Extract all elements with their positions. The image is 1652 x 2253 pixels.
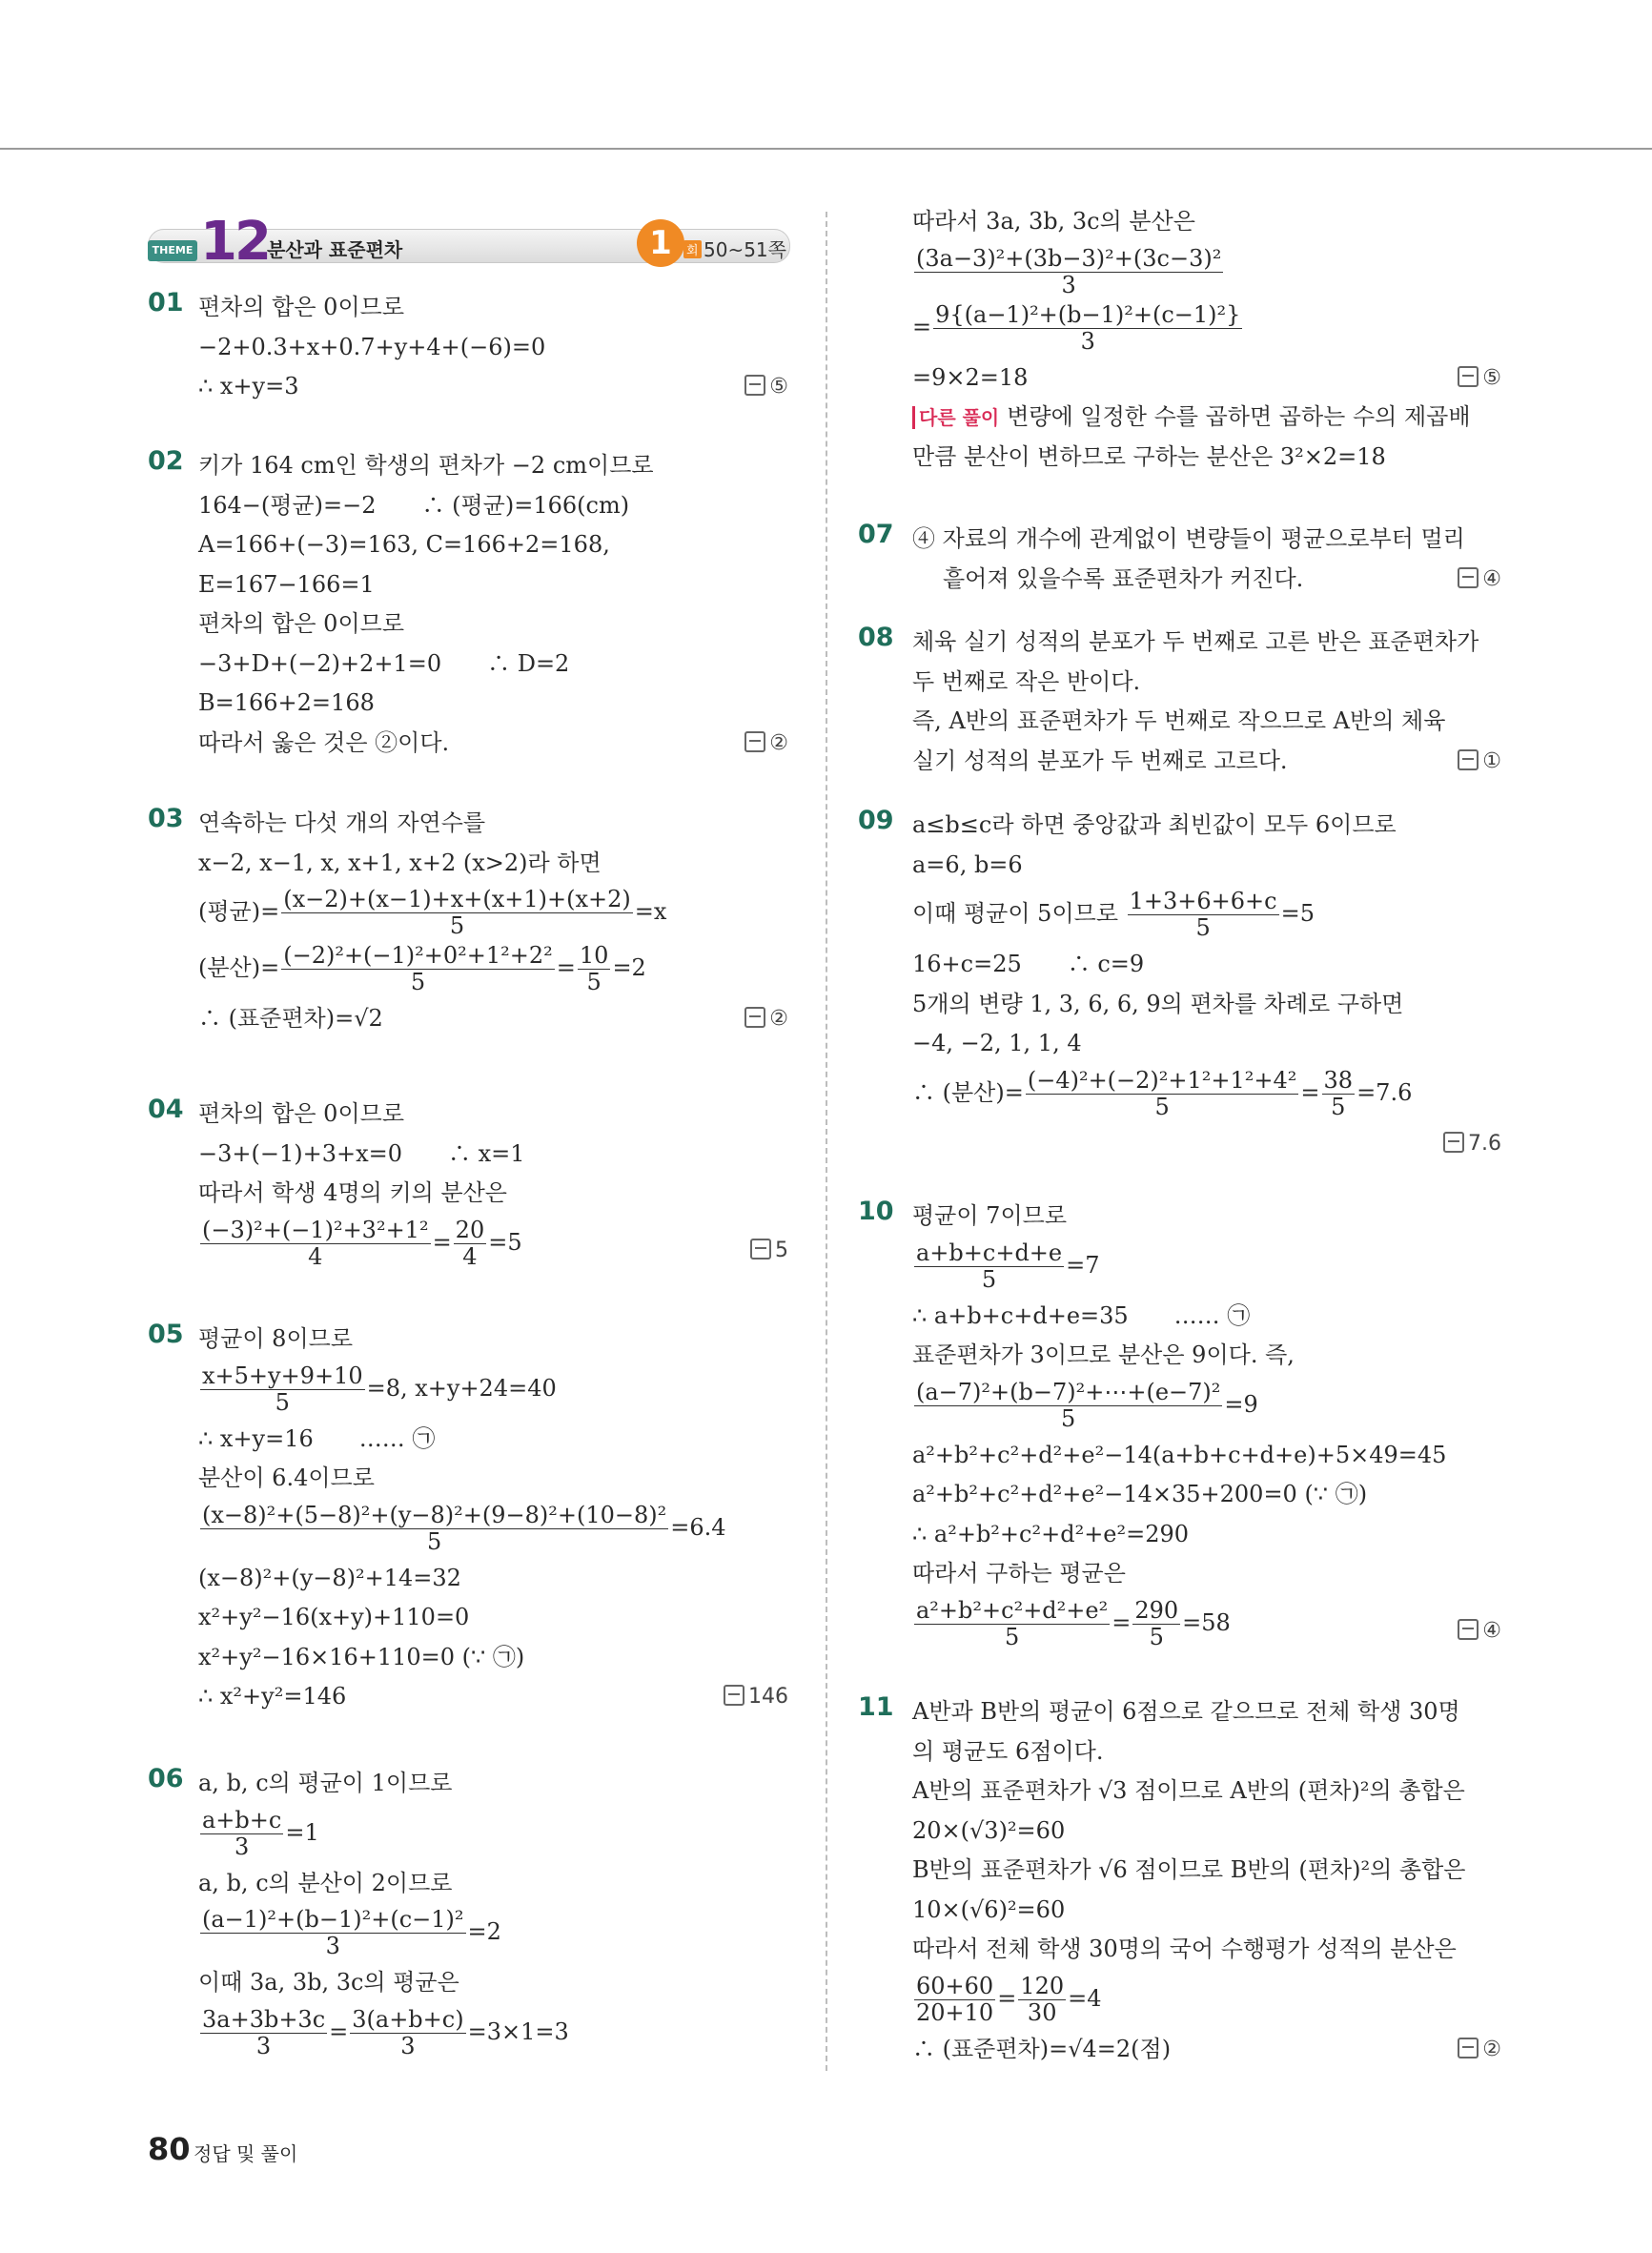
denominator: 3 (1061, 271, 1076, 298)
equation (912, 302, 1501, 355)
text-line: ∴ x+y=3 (198, 373, 299, 399)
answer-mark (744, 999, 788, 1039)
problem-body (198, 446, 788, 763)
text-line: ∴ a+b+c+d+e=35 …… ㉠ (912, 1301, 1251, 1329)
fraction (1128, 889, 1279, 941)
text-line: a, b, c의 평균이 1이므로 (198, 1770, 453, 1796)
answer-icon (1443, 1132, 1464, 1153)
fraction (914, 1380, 1222, 1432)
problem-number: 08 (858, 623, 894, 652)
text-line: a≤b≤c라 하면 중앙값과 최빈값이 모두 6이므로 (912, 811, 1397, 838)
text-line: 편차의 합은 0이므로 (198, 294, 404, 320)
numerator: 3a+3b+3c (202, 2005, 326, 2033)
denominator: 4 (308, 1242, 323, 1270)
fraction (1026, 1068, 1299, 1120)
answer-icon (1458, 366, 1479, 387)
equation-lhs: (평균)= (198, 898, 280, 925)
answer-value: 146 (748, 1685, 788, 1709)
numerator: a+b+c (202, 1806, 282, 1833)
problem-body (912, 1197, 1501, 1654)
text-line: 변량에 일정한 수를 곱하면 곱하는 수의 제곱배 (1007, 403, 1471, 430)
alt-solution-line (912, 398, 1501, 438)
answer-mark (1458, 2030, 1501, 2070)
denominator: 20+10 (916, 1998, 994, 2026)
text-line-with-answer (912, 358, 1501, 399)
text-line: 평균이 7이므로 (912, 1202, 1068, 1229)
text-line: A반의 표준편차가 √3 점이므로 A반의 (편차)²의 총합은 (912, 1777, 1465, 1804)
text-line: 5개의 변량 1, 3, 6, 6, 9의 편차를 차례로 구하면 (912, 990, 1404, 1017)
answer-icon (744, 1007, 765, 1028)
equation-rhs: =9 (1224, 1390, 1258, 1418)
answer-value: ② (769, 1007, 788, 1031)
answer-mark (1458, 560, 1501, 600)
alt-solution-label: 다른 풀이 (912, 406, 999, 429)
fraction (200, 1808, 283, 1860)
equation-rhs: =2 (467, 1918, 501, 1945)
fraction (454, 1218, 487, 1270)
answer-value: ⑤ (769, 375, 788, 399)
text-line-with-answer (912, 2030, 1501, 2070)
text-line: 의 평균도 6점이다. (912, 1737, 1104, 1765)
problem-body (198, 1095, 788, 1274)
numerator: a+b+c+d+e (916, 1239, 1063, 1266)
denominator: 5 (410, 969, 426, 995)
page-number: 80 (148, 2131, 191, 2167)
text-line: (x−8)²+(y−8)²+14=32 (198, 1564, 461, 1591)
text-line: 분산이 6.4이므로 (198, 1464, 375, 1491)
denominator: 3 (235, 1833, 250, 1860)
text-line: ∴ (표준편차)=√4=2(점) (912, 2035, 1172, 2062)
problem-body (198, 288, 788, 407)
equals-sign: = (912, 313, 932, 340)
answer-mark (744, 367, 788, 407)
equation-lhs: (분산)= (198, 954, 280, 981)
problem-number: 01 (148, 288, 184, 317)
answer-icon (1458, 749, 1479, 770)
problem-number: 07 (858, 520, 894, 549)
denominator: 3 (400, 2032, 416, 2059)
text-line-with-answer (198, 1677, 788, 1717)
text-line: 164−(평균)=−2 ∴ (평균)=166(cm) (198, 491, 630, 519)
equation (912, 246, 1501, 298)
fraction (200, 1907, 466, 1959)
answer-mark (750, 1231, 788, 1271)
text-line: 따라서 옳은 것은 ②이다. (198, 728, 450, 756)
text-line: ∴ a²+b²+c²+d²+e²=290 (912, 1520, 1190, 1547)
equation (198, 1363, 788, 1416)
theme-number: 12 (200, 211, 269, 273)
equation-rhs: =7 (1066, 1251, 1100, 1279)
numerator: 20 (455, 1216, 485, 1243)
equation-rhs: =4 (1068, 1984, 1102, 2012)
problem-body (912, 520, 1501, 599)
numerator: 10 (579, 942, 609, 969)
answer-value: ② (1482, 2037, 1501, 2061)
problem-body (912, 623, 1501, 781)
text-line: 20×(√3)²=60 (912, 1816, 1066, 1844)
problem-body (912, 1692, 1501, 2069)
answer-icon (1458, 567, 1479, 588)
problem-body (198, 804, 788, 1039)
problem-number: 05 (148, 1320, 184, 1349)
denominator: 3 (325, 1933, 340, 1959)
text-line: a, b, c의 분산이 2이므로 (198, 1869, 453, 1896)
denominator: 3 (1080, 327, 1095, 355)
answer-value: ② (769, 730, 788, 755)
text-line: a=6, b=6 (912, 850, 1023, 878)
text-line: 연속하는 다섯 개의 자연수를 (198, 809, 486, 836)
text-line: 따라서 3a, 3b, 3c의 분산은 (912, 208, 1195, 235)
text-line: x²+y²−16(x+y)+110=0 (198, 1604, 470, 1630)
numerator: (x−8)²+(5−8)²+(y−8)²+(9−8)²+(10−8)² (202, 1501, 667, 1528)
fraction (914, 1598, 1110, 1650)
equation-rhs: =x (634, 898, 667, 925)
fraction (281, 943, 555, 995)
text-line: 실기 성적의 분포가 두 번째로 고르다. (912, 747, 1288, 774)
fraction (200, 1503, 668, 1555)
text-line: 따라서 학생 4명의 키의 분산은 (198, 1179, 507, 1206)
problem-body (198, 1320, 788, 1717)
denominator: 5 (981, 1265, 997, 1293)
answer-value: ④ (1482, 1618, 1501, 1643)
problem-number: 09 (858, 806, 894, 835)
text-line-with-answer (912, 560, 1501, 600)
numerator: 3(a+b+c) (352, 2005, 464, 2033)
numerator: x+5+y+9+10 (202, 1362, 363, 1389)
denominator: 5 (426, 1527, 442, 1555)
answer-value: ① (1482, 748, 1501, 773)
equation-lhs: 이때 평균이 5이므로 (912, 900, 1126, 927)
answer-value: 5 (775, 1238, 788, 1262)
text-line: −3+D+(−2)+2+1=0 ∴ D=2 (198, 649, 570, 677)
text-line-with-answer (198, 724, 788, 764)
text-line: 편차의 합은 0이므로 (198, 1100, 404, 1127)
text-line: A반과 B반의 평균이 6점으로 같으므로 전체 학생 30명 (912, 1698, 1460, 1725)
text-line-with-answer (912, 742, 1501, 782)
text-line: a²+b²+c²+d²+e²−14(a+b+c+d+e)+5×49=45 (912, 1441, 1447, 1468)
text-line-with-answer (198, 367, 788, 407)
answer-line (912, 1124, 1501, 1164)
problem-body (912, 202, 1501, 477)
answer-mark (744, 724, 788, 764)
fraction (200, 1218, 431, 1270)
problem-number: 03 (148, 804, 184, 833)
equals-sign: = (329, 2017, 349, 2045)
denominator: 5 (1004, 1623, 1020, 1650)
answer-value: ⑤ (1482, 365, 1501, 390)
fraction (914, 1974, 995, 2026)
denominator: 5 (1154, 1093, 1170, 1120)
equation-rhs: =58 (1182, 1608, 1231, 1636)
fraction (350, 2007, 465, 2059)
problem-number: 06 (148, 1764, 184, 1793)
fraction (1322, 1068, 1356, 1120)
denominator: 3 (255, 2032, 272, 2059)
answer-mark (1458, 742, 1501, 782)
text-line: −4, −2, 1, 1, 4 (912, 1030, 1082, 1056)
equation (912, 889, 1501, 941)
text-line: 흩어져 있을수록 표준편차가 커진다. (943, 564, 1304, 592)
answer-value: 7.6 (1468, 1131, 1501, 1156)
equation: $\frac{60+60}{20+10}$ = $\frac{120}{30}$ =4 (916, 1972, 1102, 2026)
equation (912, 1380, 1501, 1432)
equation-rhs: =6.4 (670, 1513, 726, 1541)
problem-number: 04 (148, 1095, 184, 1124)
numerator: 60+60 (916, 1972, 994, 1999)
answer-icon (1458, 1619, 1479, 1640)
equation (912, 1240, 1501, 1293)
equation-rhs: =1 (285, 1818, 319, 1846)
text-line: x−2, x−1, x, x+1, x+2 (x>2)라 하면 (198, 849, 602, 876)
text-line: 즉, A반의 표준편차가 두 번째로 작으므로 A반의 체육 (912, 707, 1446, 734)
equation (198, 2007, 788, 2059)
text-line: 편차의 합은 0이므로 (198, 610, 404, 637)
denominator: 5 (449, 912, 465, 939)
equation-rhs: =5 (1280, 900, 1315, 927)
fraction (1018, 1974, 1066, 2026)
equation: ∴ (분산)= $\frac{\text{(−4)²+(−2)²+1²+1²+4²}}{5}$ = $\frac{38}{5}$ =7.6 (912, 1066, 1413, 1120)
problem-body (198, 1764, 788, 2063)
answer-icon (724, 1685, 744, 1706)
fraction (200, 1363, 365, 1416)
text-line: 16+c=25 ∴ c=9 (912, 951, 1145, 977)
numerator: (a−1)²+(b−1)²+(c−1)² (202, 1906, 464, 1933)
page-range: 50~51쪽 (704, 238, 786, 261)
equation-mean (198, 887, 788, 939)
denominator: 5 (1061, 1404, 1076, 1432)
numerator: (a−7)²+(b−7)²+⋯+(e−7)² (916, 1378, 1221, 1405)
text-line: B반의 표준편차가 √6 점이므로 B반의 (편차)²의 총합은 (912, 1856, 1466, 1883)
text-line: a²+b²+c²+d²+e²−14×35+200=0 (∵ ㉠) (912, 1481, 1368, 1507)
theme-title: 분산과 표준편차 (267, 238, 403, 261)
equation (198, 1808, 788, 1860)
equation (198, 1503, 788, 1555)
text-line: 따라서 구하는 평균은 (912, 1560, 1126, 1587)
text-line: =9×2=18 (912, 363, 1029, 391)
answer-icon (750, 1239, 771, 1260)
text-line: ∴ (표준편차)=√2 (198, 1005, 383, 1032)
fraction (914, 1240, 1064, 1293)
text-line: 표준편차가 3이므로 분산은 9이다. 즉, (912, 1342, 1295, 1368)
text-line: −3+(−1)+3+x=0 ∴ x=1 (198, 1139, 525, 1167)
text-line: A=166+(−3)=163, C=166+2=168, (198, 531, 610, 558)
denominator: 5 (275, 1388, 290, 1416)
footer-label: 정답 및 풀이 (194, 2142, 298, 2165)
equation-lhs: ∴ (분산)= (912, 1078, 1024, 1106)
equation-rhs: =5 (488, 1228, 522, 1256)
answer-mark (1458, 358, 1501, 399)
session-badge: 1 (637, 219, 684, 267)
top-rule (0, 148, 1652, 150)
answer-icon (744, 731, 765, 752)
numerator: 1+3+6+6+c (1129, 888, 1277, 914)
text-line: x²+y²−16×16+110=0 (∵ ㉠) (198, 1643, 525, 1670)
numerator: 120 (1020, 1972, 1065, 1999)
denominator: 4 (462, 1242, 478, 1270)
text-line: B=166+2=168 (198, 689, 375, 716)
numerator: 38 (1323, 1066, 1354, 1094)
text-line: 따라서 전체 학생 30명의 국어 수행평가 성적의 분산은 (912, 1936, 1457, 1962)
fraction (1132, 1598, 1180, 1650)
equation-rhs: =3×1=3 (467, 2017, 569, 2045)
fraction (914, 246, 1223, 298)
equation-rhs: =7.6 (1356, 1078, 1413, 1106)
answer-mark (1443, 1124, 1501, 1164)
text-line: 이때 3a, 3b, 3c의 평균은 (198, 1969, 459, 1996)
answer-mark (724, 1677, 788, 1717)
numerator: (−4)²+(−2)²+1²+1²+4² (1027, 1066, 1297, 1094)
denominator: 5 (1149, 1623, 1164, 1650)
text-line: 만큼 분산이 변하므로 구하는 분산은 3²×2=18 (912, 442, 1386, 470)
text-line: 두 번째로 작은 반이다. (912, 667, 1141, 695)
text-line: ∴ x+y=16 …… ㉠ (198, 1424, 436, 1452)
numerator: 9{(a−1)²+(b−1)²+(c−1)²} (935, 300, 1241, 328)
denominator: 5 (1195, 914, 1211, 941)
numerator: 290 (1134, 1596, 1179, 1624)
equation-variance: (분산)= $\frac{\text{(−2)²+(−1)²+0²+1²+2²}}{5}$ = $\frac{10}{5}$ =2 (198, 942, 646, 995)
denominator: 30 (1027, 1998, 1057, 2026)
equation-with-answer: $\frac{\text{a²+b²+c²+d²+e²}}{5}$ = $\frac{290}{5}$ =58 ④ (916, 1596, 1501, 1650)
fraction (933, 302, 1242, 355)
answer-mark (1458, 1611, 1501, 1651)
answer-icon (744, 375, 765, 396)
denominator: 5 (586, 969, 602, 995)
fraction (200, 2007, 327, 2059)
problem-body (912, 806, 1501, 1163)
column-divider (826, 212, 827, 2071)
answer-icon (1458, 2038, 1479, 2058)
equation (198, 1907, 788, 1959)
numerator: a²+b²+c²+d²+e² (916, 1596, 1109, 1624)
answer-value: ④ (1482, 566, 1501, 591)
problem-number: 02 (148, 446, 184, 476)
fraction (578, 943, 611, 995)
equation-rhs: =8, x+y+24=40 (366, 1374, 557, 1402)
text-line: 키가 164 cm인 학생의 편차가 −2 cm이므로 (198, 452, 654, 479)
text-line: ④ 자료의 개수에 관계없이 변량들이 평균으로부터 멀리 (912, 525, 1465, 552)
numerator: (−3)²+(−1)²+3²+1² (202, 1216, 429, 1243)
problem-number: 11 (858, 1692, 894, 1722)
equation-with-answer: $\frac{\text{(−3)²+(−1)²+3²+1²}}{4}$ = $\frac{20}{4}$ =5 5 (202, 1216, 788, 1270)
text-line: 체육 실기 성적의 분포가 두 번째로 고른 반은 표준편차가 (912, 628, 1479, 655)
session-suffix: 회 (683, 240, 702, 258)
denominator: 5 (1331, 1093, 1346, 1120)
text-line: −2+0.3+x+0.7+y+4+(−6)=0 (198, 333, 546, 360)
numerator: (3a−3)²+(3b−3)²+(3c−3)² (916, 244, 1222, 272)
text-line: 10×(√6)²=60 (912, 1895, 1066, 1923)
text-line: ∴ x²+y²=146 (198, 1683, 347, 1710)
text-line: E=167−166=1 (198, 570, 375, 598)
fraction (281, 887, 633, 939)
theme-tag: THEME (148, 240, 197, 261)
theme-banner (148, 212, 788, 271)
problem-number: 10 (858, 1197, 894, 1226)
text-line: 평균이 8이므로 (198, 1325, 354, 1352)
equation-rhs: =2 (612, 954, 646, 981)
text-line-with-answer (198, 999, 788, 1039)
numerator: (x−2)+(x−1)+x+(x+1)+(x+2) (283, 886, 631, 912)
numerator: (−2)²+(−1)²+0²+1²+2² (283, 942, 553, 969)
